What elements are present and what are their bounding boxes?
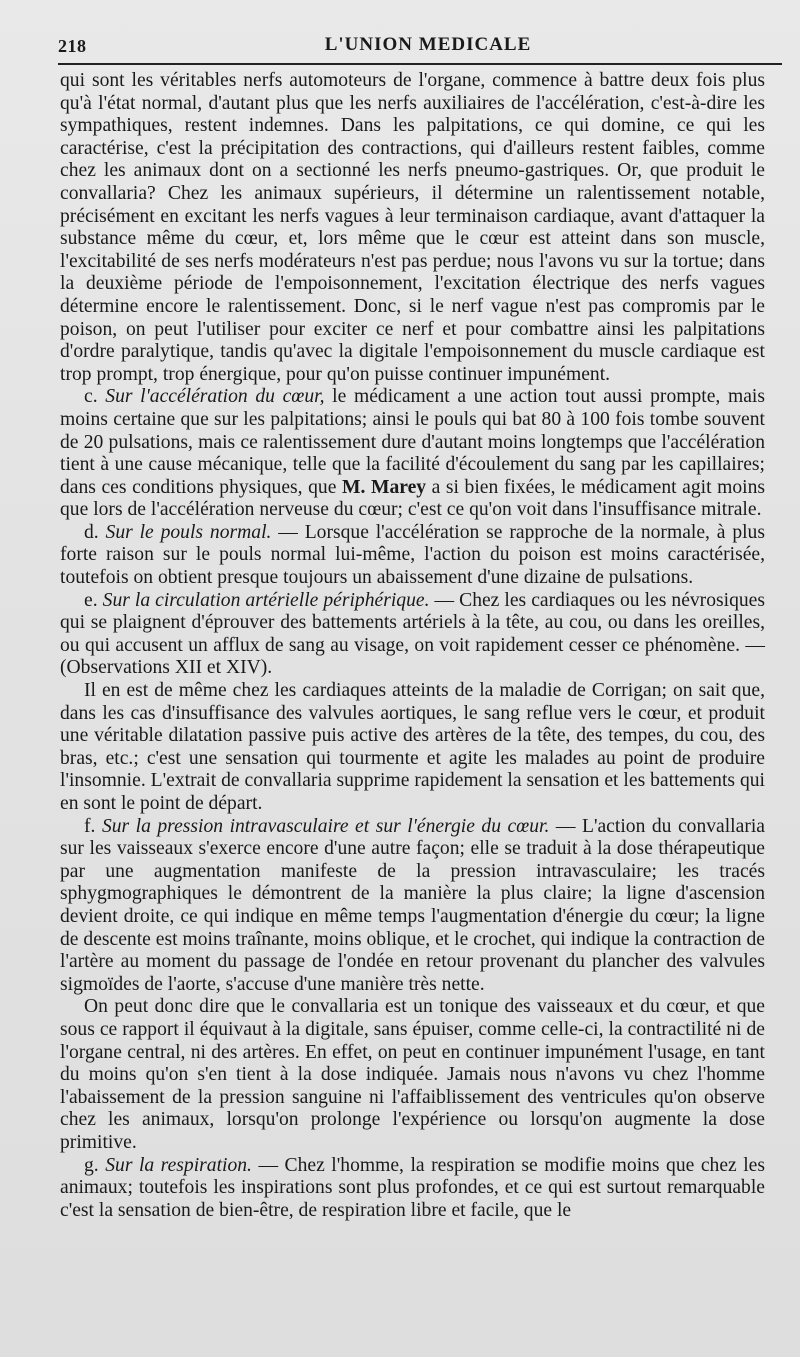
- section-label: c.: [84, 386, 98, 408]
- section-title: Sur la pression intravasculaire et sur l'énergie du cœur.: [101, 815, 550, 837]
- header-rule: [58, 63, 782, 65]
- section-label: e.: [84, 589, 98, 611]
- journal-title: L'UNION MEDICALE: [324, 34, 532, 55]
- section-label: g.: [84, 1154, 99, 1176]
- page-number: 218: [58, 36, 87, 56]
- paragraph-section-f: f. Sur la pression intravasculaire et sur l'énergie du cœur. — L'action du convallaria sur les vaisseaux s'exerce encore d'une autre façon; elle se traduit à la dose thérapeutique par une augmentation manifeste de la pression intravasculaire; les tracés sphygmographiques le démontrent de la manière la plus claire; la ligne d'ascension devient droite, ce qui indique en même temps l'augmentation d'énergie du cœur; la ligne de descente est moins traînante, moins oblique, et le crochet, qui indique la contraction de l'artère au moment du passage de l'ondée en retour provenant du plancher des valvules sigmoïdes de l'aorte, s'accuse d'une manière très nette.: [60, 815, 765, 995]
- section-label: d.: [84, 521, 99, 543]
- section-title: Sur l'accélération du cœur,: [105, 386, 325, 408]
- paragraph-corrigan: Il en est de même chez les cardiaques atteints de la maladie de Corrigan; on sait que, dans les cas d'insuffisance des valvules aortiques, le sang reflue vers le cœur, et produit une véritable dilatation passive puis active des artères de la tête, des tempes, du cou, des bras, etc.; c'est une sensation qui tourmente et agite les malades au point de produire l'insomnie. L'extrait de convallaria supprime rapidement la sensation et les battements qui en sont le point de départ.: [60, 680, 765, 814]
- paragraph-tonique: On peut donc dire que le convallaria est un tonique des vaisseaux et du cœur, et que sous ce rapport il équivaut à la digitale, sans épuiser, comme celle-ci, la contractilité ni de l'organe central, ni des artères. En effet, on peut en continuer impunément l'usage, en tant du moins qu'on s'en tient à la dose indiquée. Jamais nous n'avons vu chez l'homme l'abaissement de la pression sanguine ni l'affaiblissement des ventricules qu'on observe chez les animaux, lorsqu'on prolonge l'expérience ou lorsqu'on augmente la dose primitive.: [60, 996, 765, 1153]
- section-title: Sur le pouls normal.: [105, 521, 272, 543]
- paragraph-continuation: qui sont les véritables nerfs automoteurs de l'organe, commence à battre deux fois plus qu'à l'état normal, d'autant plus que les nerfs auxiliaires de l'accélération, c'est-à-dire les sympathiques, restent indemnes. Dans les palpitations, ce qui domine, ce qui les caractérise, c'est la précipitation des contractions, qui d'ailleurs restent faibles, comme chez les animaux dont on a sectionné les nerfs pneumo-gastriques. Or, que produit le convallaria? Chez les animaux supérieurs, il détermine un ralentissement notable, précisément en excitant les nerfs vagues à leur terminaison cardiaque, avant d'attaquer la substance même du cœur, et, lors même que le cœur est atteint dans son muscle, l'excitabilité de ses nerfs modérateurs n'est pas perdue; nous l'avons vu sur la tortue; dans la deuxième période de l'empoisonnement, l'excitation électrique des nerfs vagues détermine encore le ralentissement. Donc, si le nerf vague n'est pas compromis par le poison, on peut l'utiliser pour exciter ce nerf et pour combattre ainsi les palpitations d'ordre paralytique, tandis qu'avec la digitale l'empoisonnement du muscle cardiaque est trop prompt, trop énergique, pour qu'on puisse continuer impunément.: [60, 70, 765, 385]
- section-label: f.: [84, 815, 96, 837]
- paragraph-section-e: e. Sur la circulation artérielle périphérique. — Chez les cardiaques ou les névrosiques qui se plaignent d'éprouver des battements artériels à la tête, au cou, ou dans les oreilles, ou qui accusent un afflux de sang au visage, on voit rapidement cesser ce phénomène. — (Observations XII et XIV).: [60, 589, 765, 679]
- paragraph-section-d: d. Sur le pouls normal. — Lorsque l'accélération se rapproche de la normale, à plus forte raison sur le pouls normal lui-même, l'action du poison est moins caractérisée, toutefois on obtient presque toujours un abaissement d'une dizaine de pulsations.: [60, 521, 765, 589]
- paragraph-section-g: g. Sur la respiration. — Chez l'homme, la respiration se modifie moins que chez les animaux; toutefois les inspirations sont plus profondes, et ce qui est surtout remarquable c'est la sensation de bien-être, de respiration libre et facile, que le: [60, 1154, 766, 1221]
- section-title: Sur la circulation artérielle périphérique.: [102, 589, 430, 611]
- page-header: [58, 32, 758, 62]
- article-body: [60, 70, 765, 1222]
- section-title: Sur la respiration.: [105, 1154, 252, 1176]
- cited-author: M. Marey: [341, 476, 427, 498]
- paragraph-section-c: c. Sur l'accélération du cœur, le médicament a une action tout aussi prompte, mais moins certaine que sur les palpitations; ainsi le pouls qui bat 80 à 100 fois tombe souvent de 20 pulsations, mais ce ralentissement dure d'autant moins longtemps que l'accélération tient à une cause mécanique, telle que la facilité d'écoulement du sang par les capillaires; dans ces conditions physiques, que M. Marey a si bien fixées, le médicament agit moins que lors de l'accélération nerveuse du cœur; c'est ce qu'on voit dans l'insuffisance mitrale.: [60, 386, 765, 521]
